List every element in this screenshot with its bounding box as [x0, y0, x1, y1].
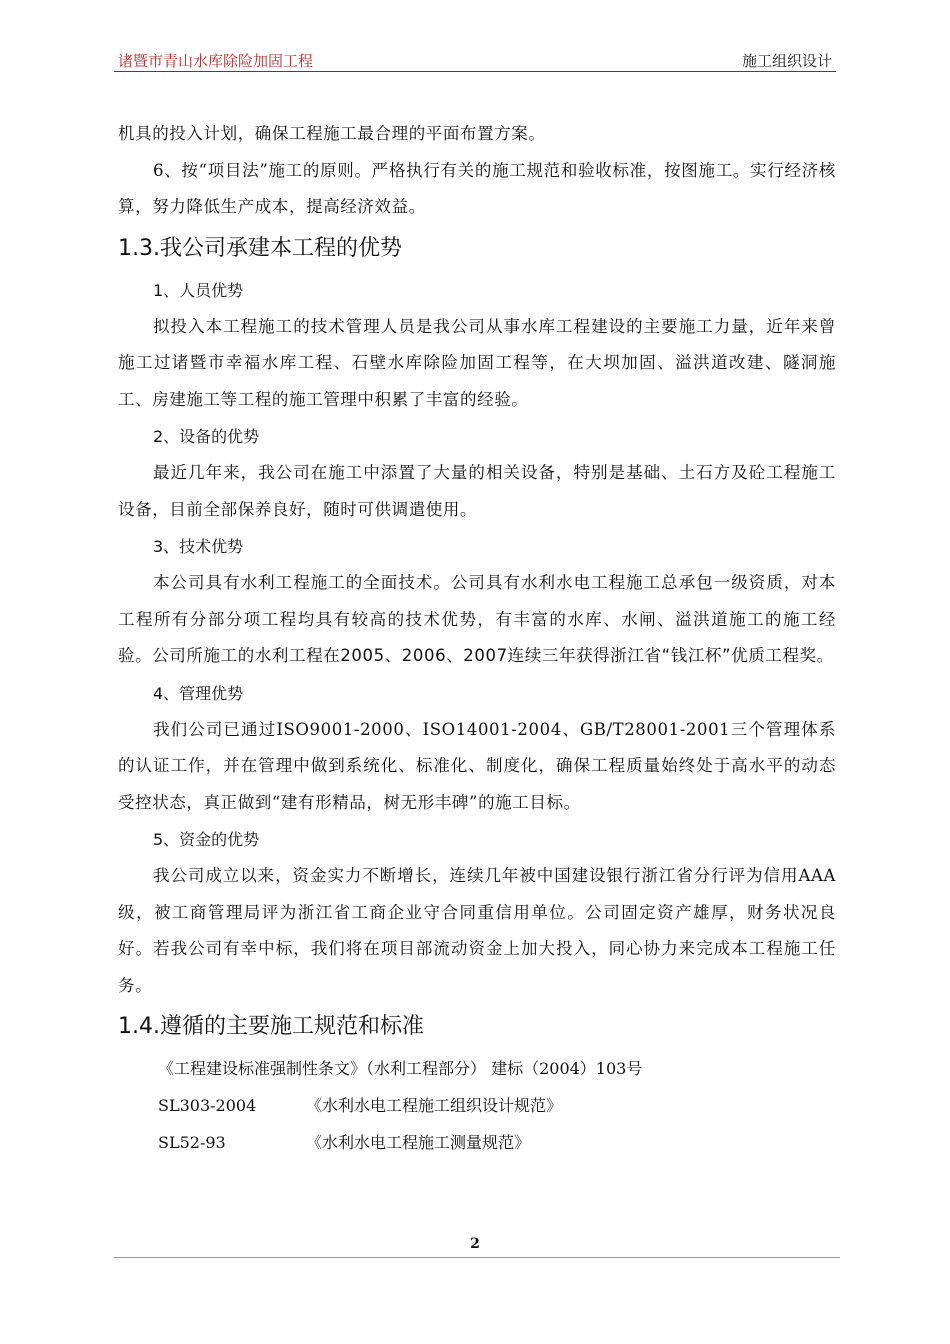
standard-row	[118, 1087, 836, 1124]
paragraph-management: 我们公司已通过ISO9001-2000、ISO14001-2004、GB/T28001-2001三个管理体系的认证工作，并在管理中做到系统化、标准化、制度化，确保工程质量始终处于高水平的动态受控状态，真正做到“建有形精品，树无形丰碑”的施工目标。	[118, 719, 836, 812]
standard-code: SL52-93	[158, 1133, 226, 1152]
paragraph-personnel: 拟投入本工程施工的技术管理人员是我公司从事水库工程建设的主要施工力量，近年来曾施工过诸暨市幸福水库工程、石壁水库除险加固工程等，在大坝加固、溢洪道改建、隧洞施工、房建施工等工程的施工管理中积累了丰富的经验。	[118, 316, 836, 409]
subheading-capital: 5、资金的优势	[153, 830, 260, 849]
subheading-management: 4、管理优势	[153, 683, 244, 703]
standard-code: SL303-2004	[158, 1096, 257, 1115]
paragraph-technology	[118, 565, 836, 675]
section-heading-1-4: 1.4.遵循的主要施工规范和标准	[118, 1014, 424, 1039]
page-number: 2	[470, 1236, 480, 1252]
subheading-equipment: 2、设备的优势	[153, 427, 260, 446]
award-text: 公司所施工的水利工程在2005、2006、2007连续三年获得浙江省“钱江杯”优质工程奖。	[152, 646, 834, 665]
technology-text: 本公司具有水利工程施工的全面技术。公司具有水利水电工程施工总承包一级资质，对本工程所有分部分项工程均具有较高的技术优势，有丰富的水库、水闸、溢洪道施工的施工经验。	[118, 573, 836, 665]
subheading-technology: 3、技术优势	[153, 537, 244, 556]
header-project-title: 诸暨市青山水库除险加固工程	[118, 52, 314, 70]
standard-title: 《水利水电工程施工组织设计规范》	[306, 1096, 563, 1115]
paragraph-equipment: 最近几年来，我公司在施工中添置了大量的相关设备，特别是基础、土石方及砼工程施工设备，目前全部保养良好，随时可供调遣使用。	[118, 463, 836, 519]
standard-title: 《工程建设标准强制性条文》（水利工程部分） 建标（2004）103号	[158, 1059, 643, 1078]
section-heading-1-3: 1.3.我公司承建本工程的优势	[118, 235, 402, 261]
paragraph-continuation: 机具的投入计划，确保工程施工最合理的平面布置方案。	[118, 124, 546, 143]
paragraph-capital: 我公司成立以来，资金实力不断增长，连续几年被中国建设银行浙江省分行评为信用AAA级，被工商管理局评为浙江省工商企业守合同重信用单位。公司固定资产雄厚，财务状况良好。若我公司有幸中标，我们将在项目部流动资金上加大投入，同心协力来完成本工程施工任务。	[118, 866, 836, 995]
header-divider	[114, 71, 836, 72]
paragraph-item-6: 6、按“项目法”施工的原则。严格执行有关的施工规范和验收标准，按图施工。实行经济核算，努力降低生产成本，提高经济效益。	[118, 160, 836, 216]
standard-row	[118, 1124, 836, 1161]
footer-divider	[114, 1257, 840, 1258]
header-doc-type: 施工组织设计	[741, 52, 832, 70]
standard-row	[118, 1050, 836, 1087]
page-body	[118, 116, 836, 1161]
standard-title: 《水利水电工程施工测量规范》	[306, 1133, 531, 1152]
subheading-personnel: 1、人员优势	[153, 280, 244, 300]
